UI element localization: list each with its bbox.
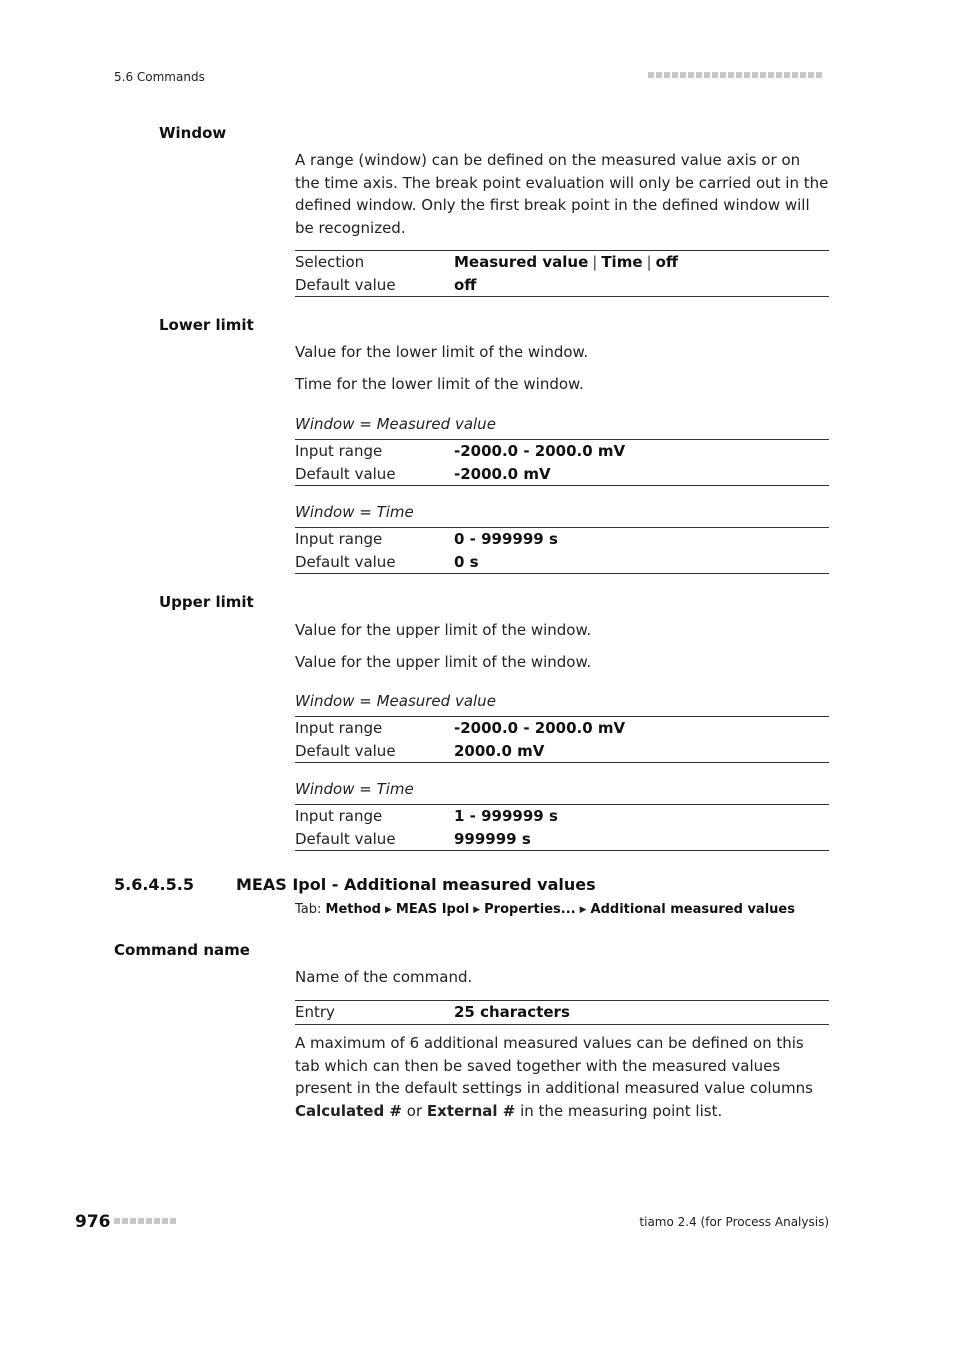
command-name-table <box>295 1000 829 1025</box>
default-label: Default value <box>295 552 396 571</box>
input-range-label: Input range <box>295 807 383 825</box>
entry-row <box>295 1001 829 1024</box>
command-name-heading: Command name <box>114 941 250 959</box>
breadcrumb-properties: Properties... <box>484 902 576 917</box>
default-label: Default value <box>295 275 396 294</box>
header-decoration <box>648 72 829 80</box>
page-number: 976 <box>75 1212 111 1232</box>
input-range-value: 0 - 999999 s <box>454 530 558 548</box>
selection-label: Selection <box>295 253 365 271</box>
selection-row <box>295 251 829 274</box>
upper-time-table <box>295 804 829 851</box>
default-value: off <box>454 275 477 294</box>
product-name: tiamo 2.4 (for Process Analysis) <box>639 1215 829 1229</box>
lower-measured-table <box>295 439 829 486</box>
option-separator: | <box>592 253 598 271</box>
footer-decoration <box>114 1218 176 1224</box>
lower-limit-desc2: Time for the lower limit of the window. <box>295 375 584 393</box>
entry-value: 25 characters <box>454 1003 570 1021</box>
note-text-3: in the measuring point list. <box>520 1101 723 1120</box>
tab-breadcrumb <box>295 902 795 917</box>
note-calculated: Calculated # <box>295 1101 402 1120</box>
default-row <box>295 828 829 851</box>
triangle-right-icon: ▶ <box>473 905 481 915</box>
subsection-number: 5.6.4.5.5 <box>114 875 194 894</box>
breadcrumb-meas-ipol: MEAS Ipol <box>395 902 470 917</box>
default-value: 999999 s <box>454 829 531 848</box>
default-row <box>295 274 829 297</box>
input-range-row <box>295 805 829 828</box>
running-header-section: 5.6 Commands <box>114 70 205 84</box>
note-text-1: A maximum of 6 additional measured values can be defined on this tab which can then be saved together with the measured values present in the default settings in additional measured value columns <box>295 1034 813 1097</box>
breadcrumb-additional-values: Additional measured values <box>590 902 795 917</box>
option-time: Time <box>601 253 643 271</box>
tab-prefix: Tab: <box>295 902 322 917</box>
upper-measured-table <box>295 716 829 763</box>
lower-time-table <box>295 527 829 574</box>
lower-limit-desc1: Value for the lower limit of the window. <box>295 343 589 361</box>
default-label: Default value <box>295 464 396 483</box>
window-params-table <box>295 250 829 297</box>
option-separator: | <box>646 253 652 271</box>
subsection-title: MEAS Ipol - Additional measured values <box>236 875 596 894</box>
input-range-row <box>295 717 829 740</box>
note-text-2: or <box>406 1101 423 1120</box>
input-range-value: -2000.0 - 2000.0 mV <box>454 719 626 737</box>
default-row <box>295 740 829 763</box>
triangle-right-icon: ▶ <box>385 905 392 915</box>
default-value: 0 s <box>454 552 479 571</box>
input-range-value: -2000.0 - 2000.0 mV <box>454 442 626 460</box>
upper-time-caption: Window = Time <box>295 780 414 798</box>
default-row <box>295 463 829 486</box>
option-off: off <box>655 253 679 271</box>
default-label: Default value <box>295 829 396 848</box>
lower-measured-caption: Window = Measured value <box>295 415 496 433</box>
lower-limit-heading: Lower limit <box>159 316 254 334</box>
selection-options <box>454 251 678 274</box>
entry-label: Entry <box>295 1003 335 1021</box>
lower-time-caption: Window = Time <box>295 503 414 521</box>
triangle-right-icon: ▶ <box>579 905 587 915</box>
input-range-label: Input range <box>295 442 383 460</box>
input-range-label: Input range <box>295 719 383 737</box>
command-name-note <box>295 1032 829 1122</box>
command-name-desc: Name of the command. <box>295 968 473 986</box>
input-range-row <box>295 440 829 463</box>
upper-limit-desc2: Value for the upper limit of the window. <box>295 653 592 671</box>
default-value: -2000.0 mV <box>454 464 551 483</box>
default-label: Default value <box>295 741 396 760</box>
default-value: 2000.0 mV <box>454 741 545 760</box>
window-heading: Window <box>159 124 227 142</box>
upper-measured-caption: Window = Measured value <box>295 692 496 710</box>
option-measured-value: Measured value <box>454 253 589 271</box>
upper-limit-heading: Upper limit <box>159 593 254 611</box>
breadcrumb-method: Method <box>325 902 381 917</box>
note-external: External # <box>426 1101 516 1120</box>
default-row <box>295 551 829 574</box>
input-range-value: 1 - 999999 s <box>454 807 558 825</box>
window-description: A range (window) can be defined on the measured value axis or on the time axis. The break point evaluation will only be carried out in the defined window. Only the first break point in the defined window will be recognized. <box>295 151 829 237</box>
upper-limit-desc1: Value for the upper limit of the window. <box>295 621 592 639</box>
input-range-row <box>295 528 829 551</box>
input-range-label: Input range <box>295 530 383 548</box>
